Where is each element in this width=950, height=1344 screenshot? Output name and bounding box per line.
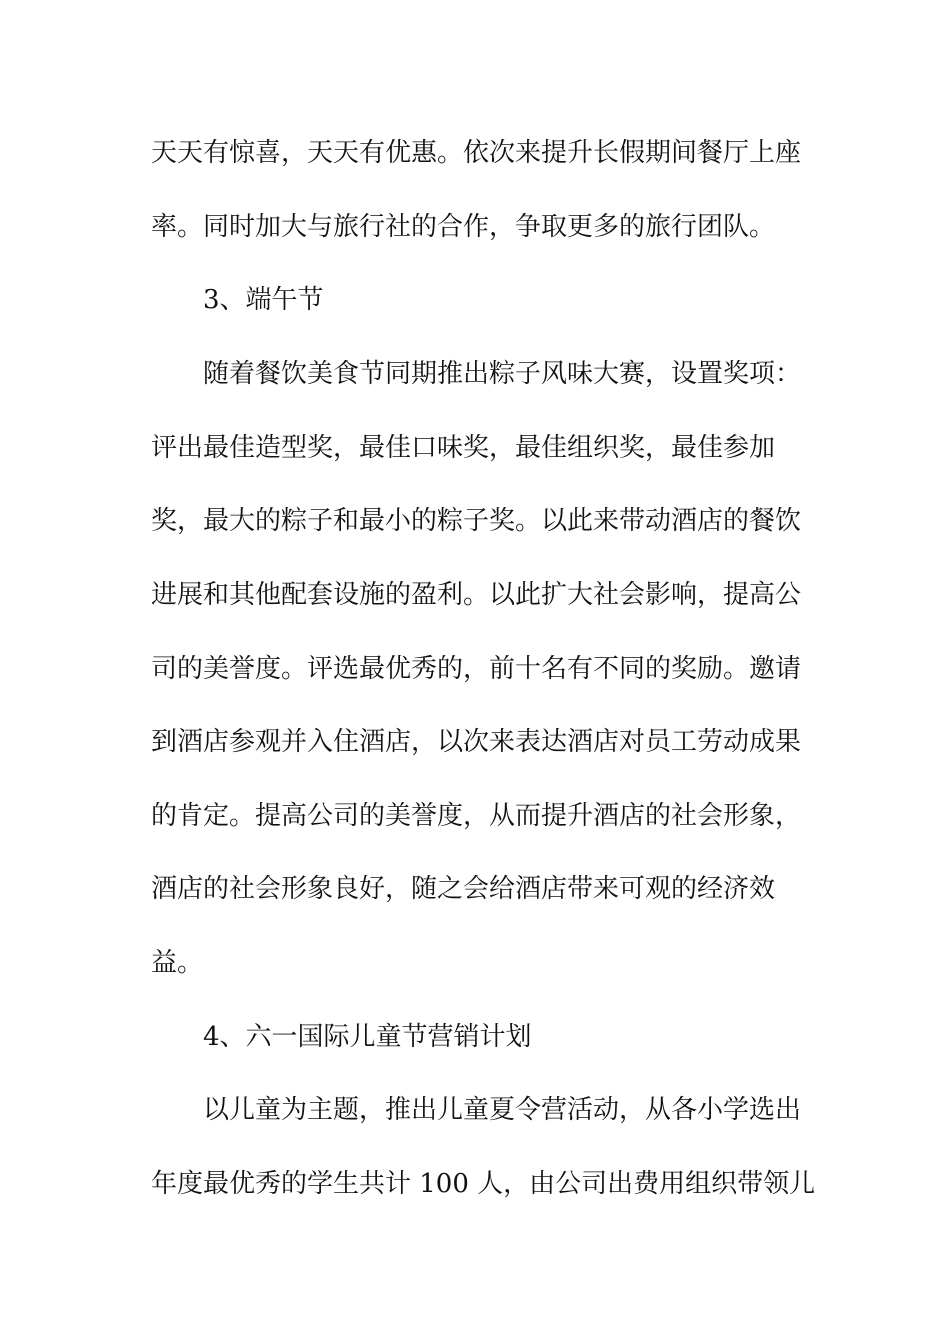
- paragraph-line: 天天有惊喜，天天有优惠。依次来提升长假期间餐厅上座: [151, 138, 802, 168]
- paragraph-line: 酒店的社会形象良好，随之会给酒店带来可观的经济效: [151, 874, 776, 904]
- paragraph-line: 益。: [151, 948, 204, 978]
- paragraph-line: 年度最优秀的学生共计 100 人，由公司出费用组织带领儿: [151, 1169, 816, 1199]
- paragraph-line: 司的美誉度。评选最优秀的，前十名有不同的奖励。邀请: [151, 654, 802, 684]
- paragraph-line: 以儿童为主题，推出儿童夏令营活动，从各小学选出: [203, 1095, 802, 1125]
- paragraph-line: 进展和其他配套设施的盈利。以此扩大社会影响，提高公: [151, 580, 802, 610]
- paragraph-line: 评出最佳造型奖，最佳口味奖，最佳组织奖，最佳参加: [151, 433, 776, 463]
- paragraph-line: 的肯定。提高公司的美誉度，从而提升酒店的社会形象，: [151, 801, 802, 831]
- paragraph-line: 到酒店参观并入住酒店，以次来表达酒店对员工劳动成果: [151, 727, 802, 757]
- paragraph-line: 奖，最大的粽子和最小的粽子奖。以此来带动酒店的餐饮: [151, 506, 802, 536]
- section-heading: 4、六一国际儿童节营销计划: [203, 1022, 532, 1052]
- section-heading: 3、端午节: [203, 285, 324, 315]
- paragraph-line: 随着餐饮美食节同期推出粽子风味大赛，设置奖项：: [203, 359, 802, 389]
- paragraph-line: 率。同时加大与旅行社的合作，争取更多的旅行团队。: [151, 212, 776, 242]
